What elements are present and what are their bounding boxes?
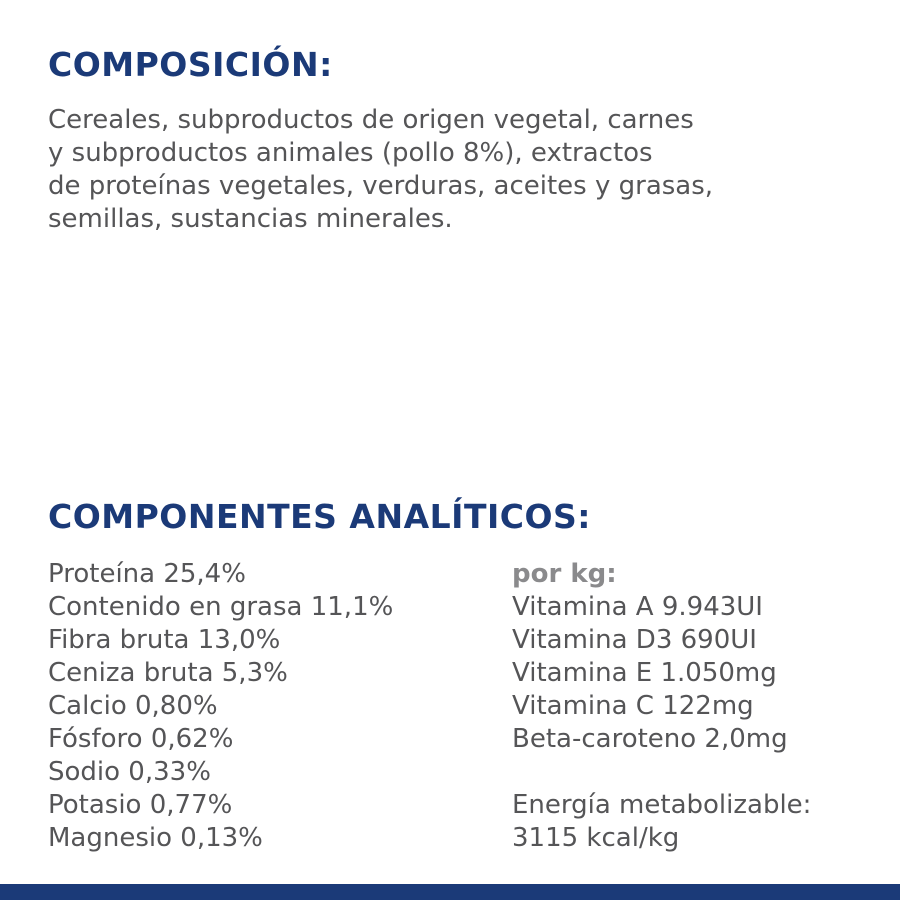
- analiticos-heading: COMPONENTES ANALÍTICOS:: [48, 497, 591, 536]
- list-spacer: [512, 756, 811, 789]
- composicion-line: semillas, sustancias minerales.: [48, 204, 453, 234]
- per-kg-label: por kg:: [512, 559, 617, 589]
- vitamin-item: Beta-caroteno 2,0mg: [512, 724, 788, 754]
- analiticos-item: Potasio 0,77%: [48, 790, 233, 820]
- analiticos-item: Ceniza bruta 5,3%: [48, 658, 288, 688]
- analiticos-list-right: [512, 558, 811, 855]
- vitamin-item: Vitamina D3 690UI: [512, 625, 757, 655]
- composicion-line: Cereales, subproductos de origen vegetal, carnes: [48, 105, 694, 135]
- composicion-line: de proteínas vegetales, verduras, aceites y grasas,: [48, 171, 714, 201]
- vitamin-item: Vitamina C 122mg: [512, 691, 754, 721]
- vitamin-item: Vitamina E 1.050mg: [512, 658, 777, 688]
- analiticos-item: Sodio 0,33%: [48, 757, 211, 787]
- analiticos-list-left: [48, 558, 393, 855]
- composicion-line: y subproductos animales (pollo 8%), extractos: [48, 138, 653, 168]
- bottom-bar: [0, 884, 900, 900]
- analiticos-item: Contenido en grasa 11,1%: [48, 592, 394, 622]
- analiticos-item: Magnesio 0,13%: [48, 823, 263, 853]
- composicion-heading: COMPOSICIÓN:: [48, 45, 333, 84]
- composicion-text: [48, 104, 868, 236]
- analiticos-item: Fósforo 0,62%: [48, 724, 234, 754]
- analiticos-item: Calcio 0,80%: [48, 691, 218, 721]
- vitamin-item: Vitamina A 9.943UI: [512, 592, 763, 622]
- energy-label: Energía metabolizable:: [512, 790, 812, 820]
- analiticos-item: Proteína 25,4%: [48, 559, 246, 589]
- analiticos-item: Fibra bruta 13,0%: [48, 625, 281, 655]
- energy-value: 3115 kcal/kg: [512, 823, 680, 853]
